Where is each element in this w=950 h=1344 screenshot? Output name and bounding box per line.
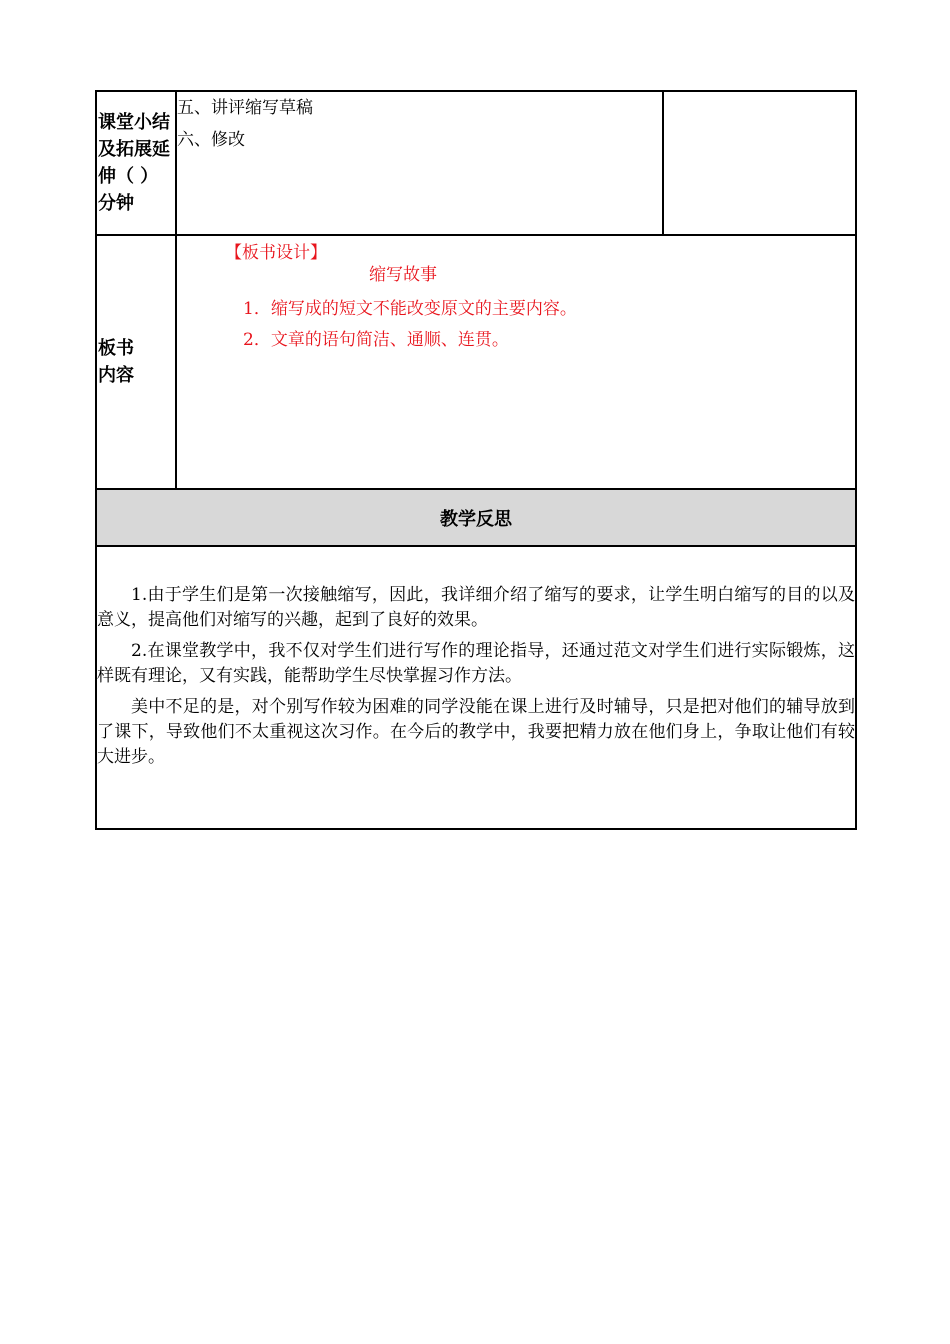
summary-step: 五、讲评缩写草稿 xyxy=(177,98,313,118)
reflection-paragraph: 1.由于学生们是第一次接触缩写，因此，我详细介绍了缩写的要求，让学生明白缩写的目的以及意义，提高他们对缩写的兴趣，起到了良好的效果。 xyxy=(97,585,855,630)
reflection-row xyxy=(96,546,856,829)
reflection-paragraph: 美中不足的是，对个别写作较为困难的同学没能在课上进行及时辅导，只是把对他们的辅导放到了课下，导致他们不太重视这次习作。在今后的教学中，我要把精力放在他们身上，争取让他们有较大进步。 xyxy=(97,697,855,767)
summary-label-cell xyxy=(96,91,176,235)
summary-row xyxy=(96,91,856,235)
lesson-plan-page xyxy=(95,90,855,830)
board-content-cell xyxy=(176,235,856,489)
board-label-line: 内容 xyxy=(98,365,134,386)
reflection-header-row xyxy=(96,489,856,546)
summary-label-line: 分钟 xyxy=(98,193,134,214)
board-point: 2．文章的语句简洁、通顺、连贯。 xyxy=(243,330,509,350)
reflection-body-cell xyxy=(96,546,856,829)
reflection-paragraph: 2.在课堂教学中，我不仅对学生们进行写作的理论指导，还通过范文对学生们进行实际锻炼，这样既有理论，又有实践，能帮助学生尽快掌握习作方法。 xyxy=(97,641,855,686)
summary-steps-cell xyxy=(176,91,663,235)
board-label-line: 板书 xyxy=(98,338,134,359)
board-label-cell xyxy=(96,235,176,489)
summary-step: 六、修改 xyxy=(177,130,245,150)
reflection-heading: 教学反思 xyxy=(96,489,856,546)
board-heading: 【板书设计】 xyxy=(225,243,327,263)
board-title: 缩写故事 xyxy=(369,265,437,285)
summary-label-line: 及拓展延 xyxy=(98,139,170,160)
board-row xyxy=(96,235,856,489)
summary-label-line: 伸（ ） xyxy=(98,166,159,187)
board-point: 1．缩写成的短文不能改变原文的主要内容。 xyxy=(243,299,577,319)
summary-label-line: 课堂小结 xyxy=(98,112,170,133)
lesson-plan-table xyxy=(95,90,857,830)
summary-notes-cell xyxy=(663,91,856,235)
